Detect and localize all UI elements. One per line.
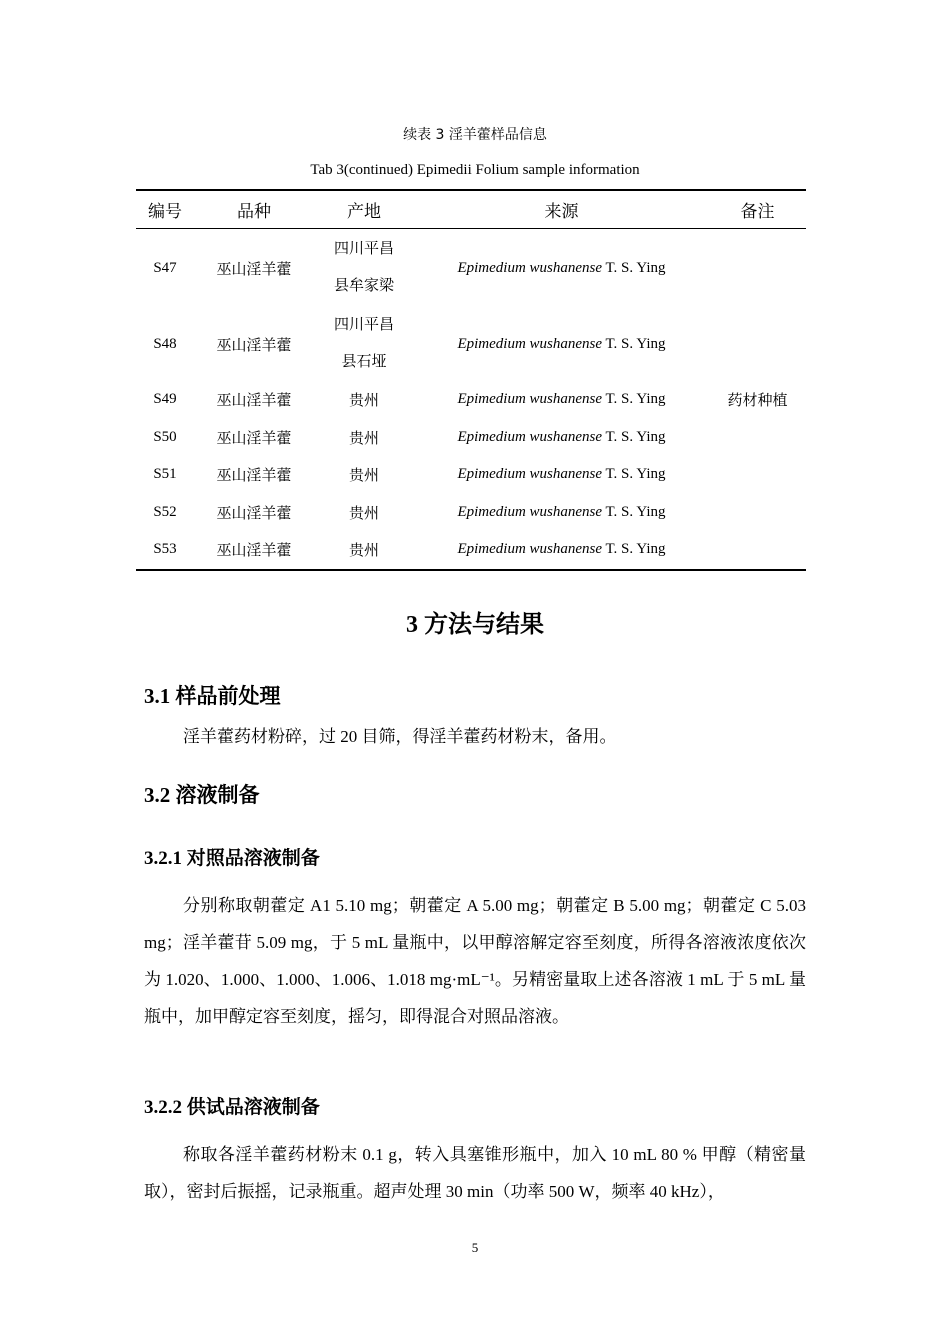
table-row <box>136 307 806 381</box>
species-author: T. S. Ying <box>602 503 666 520</box>
cell-source <box>414 531 709 570</box>
cell-source <box>414 381 709 419</box>
cell-source <box>414 229 709 308</box>
paragraph: 淫羊藿药材粉碎，过 20 目筛，得淫羊藿药材粉末，备用。 <box>183 727 617 746</box>
species-author: T. S. Ying <box>602 259 666 276</box>
species-author: T. S. Ying <box>602 466 666 483</box>
cell-variety: 巫山淫羊藿 <box>216 261 292 278</box>
section-heading: 3 方法与结果 <box>406 612 544 638</box>
origin-line: 四川平昌 <box>333 241 394 257</box>
species-name: Epimedium wushanense <box>457 335 603 352</box>
header-id: 编号 <box>136 190 194 229</box>
origin-line: 县石垭 <box>341 354 387 370</box>
table-row <box>136 494 806 532</box>
table-row <box>136 456 806 494</box>
subsubsection-heading: 3.2.2 供试品溶液制备 <box>144 1097 320 1118</box>
subsection-heading: 3.2 溶液制备 <box>144 783 260 807</box>
cell-variety: 巫山淫羊藿 <box>216 505 292 522</box>
cell-id: S49 <box>153 391 177 408</box>
cell-variety: 巫山淫羊藿 <box>216 430 292 447</box>
cell-note: 药材种植 <box>727 393 788 410</box>
cell-note <box>709 456 806 494</box>
species-name: Epimedium wushanense <box>457 466 603 483</box>
cell-id: S50 <box>153 428 177 445</box>
cell-note <box>709 419 806 457</box>
cell-source <box>414 307 709 381</box>
species-author: T. S. Ying <box>602 335 666 352</box>
species-name: Epimedium wushanense <box>457 391 603 408</box>
cell-note <box>709 307 806 381</box>
subsubsection-heading: 3.2.1 对照品溶液制备 <box>144 848 320 869</box>
cell-origin: 贵州 <box>348 393 379 410</box>
cell-id: S47 <box>153 259 177 276</box>
species-author: T. S. Ying <box>602 428 666 445</box>
origin-line: 四川平昌 <box>333 317 394 333</box>
sample-info-table <box>136 189 806 571</box>
cell-variety: 巫山淫羊藿 <box>216 337 292 354</box>
cell-origin <box>314 307 414 381</box>
cell-note <box>709 494 806 532</box>
cell-note <box>709 531 806 570</box>
cell-id: S52 <box>153 503 177 520</box>
subsection-heading: 3.1 样品前处理 <box>144 684 281 708</box>
species-name: Epimedium wushanense <box>457 428 603 445</box>
cell-origin <box>314 229 414 308</box>
table-row <box>136 419 806 457</box>
cell-source <box>414 419 709 457</box>
table-caption-cn: 续表 3 淫羊藿样品信息 <box>403 127 547 143</box>
species-author: T. S. Ying <box>602 541 666 558</box>
table-header-row <box>136 190 806 229</box>
origin-line: 县牟家梁 <box>333 278 394 294</box>
cell-origin: 贵州 <box>348 505 379 522</box>
cell-variety: 巫山淫羊藿 <box>216 468 292 485</box>
page-number: 5 <box>471 1240 479 1255</box>
paragraph: 分别称取朝藿定 A1 5.10 mg；朝藿定 A 5.00 mg；朝藿定 B 5.00 mg；朝藿定 C 5.03 mg；淫羊藿苷 5.09 mg，于 5 mL 量瓶中，以甲醇溶解定容至刻度，所得各溶液浓度依次为 1.020、1.000、1.000、1.006、1.018 mg·mL⁻¹。另精密量取上述各溶液 1 mL 于 5 mL 量瓶中，加甲醇定容至刻度，摇匀，即得混合对照品溶液。 <box>144 896 806 1026</box>
cell-note <box>709 229 806 308</box>
cell-variety: 巫山淫羊藿 <box>216 393 292 410</box>
table-row <box>136 381 806 419</box>
cell-source <box>414 494 709 532</box>
species-author: T. S. Ying <box>602 391 666 408</box>
species-name: Epimedium wushanense <box>457 259 603 276</box>
species-name: Epimedium wushanense <box>457 503 603 520</box>
cell-variety: 巫山淫羊藿 <box>194 531 314 570</box>
header-source: 来源 <box>414 190 709 229</box>
paragraph: 称取各淫羊藿药材粉末 0.1 g，转入具塞锥形瓶中，加入 10 mL 80 % 甲醇（精密量取），密封后振摇，记录瓶重。超声处理 30 min（功率 500 W，频率 40 kHz）， <box>144 1145 806 1201</box>
header-note: 备注 <box>709 190 806 229</box>
cell-source <box>414 456 709 494</box>
table-caption-en: Tab 3(continued) Epimedii Folium sample information <box>310 162 640 178</box>
cell-origin: 贵州 <box>314 531 414 570</box>
cell-id: S48 <box>153 335 177 352</box>
table-row <box>136 531 806 570</box>
species-name: Epimedium wushanense <box>457 541 603 558</box>
cell-origin: 贵州 <box>348 430 379 447</box>
header-variety: 品种 <box>194 190 314 229</box>
cell-id: S51 <box>153 466 177 483</box>
table-row <box>136 229 806 308</box>
header-origin: 产地 <box>314 190 414 229</box>
cell-origin: 贵州 <box>348 468 379 485</box>
cell-id: S53 <box>136 531 194 570</box>
